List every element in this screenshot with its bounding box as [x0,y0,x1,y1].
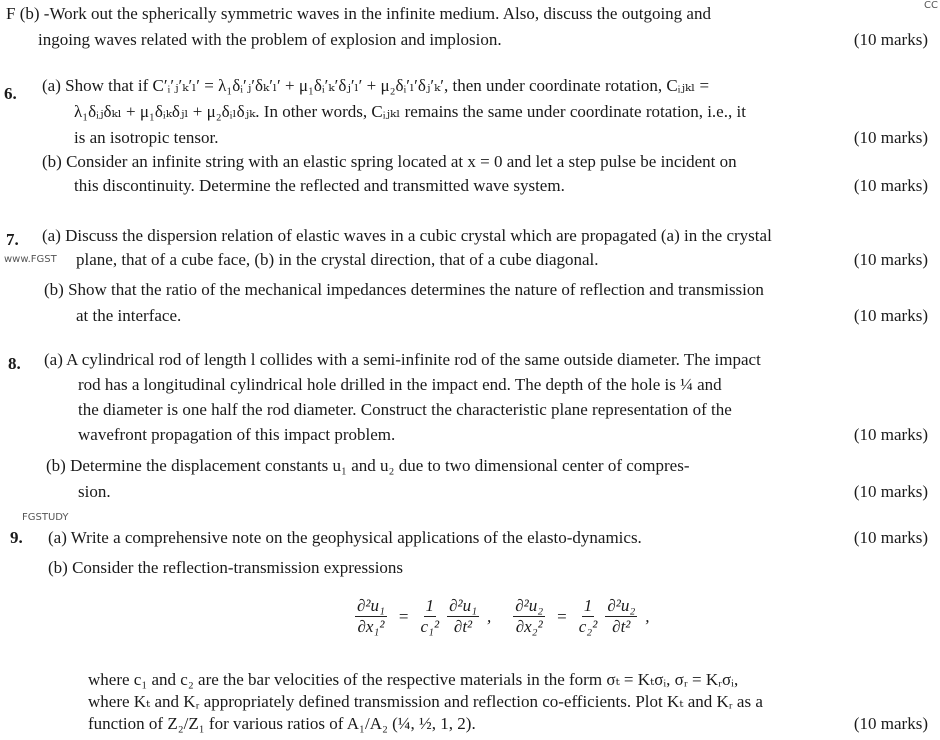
fraction [447,596,479,637]
watermark: www.FGST [4,254,57,265]
question-number: 6. [4,84,17,103]
marks: (10 marks) [853,30,928,49]
watermark: FGSTUDY [22,512,69,523]
marks: (10 marks) [853,128,928,147]
q6b-line: (b) Consider an infinite string with an elastic spring located at x = 0 and let a step pulse be incident on [42,152,737,171]
marks: (10 marks) [853,176,928,195]
separator: , [645,606,650,626]
marks: (10 marks) [853,714,928,733]
question-number: 7. [6,230,19,249]
marks: (10 marks) [853,482,928,501]
q6b-line: this discontinuity. Determine the reflected and transmitted wave system. [74,176,565,195]
numerator: 1 [425,596,435,615]
marks: (10 marks) [853,425,928,444]
q9b-line: where c₁ and c₂ are the bar velocities of the respective materials in the form σₜ = Kₜσᵢ, σᵣ = Kᵣσᵢ, [88,670,739,689]
fraction [355,596,387,637]
wave-equations [355,596,650,637]
denominator: c₂² [578,617,598,636]
q7a-line: (a) Discuss the dispersion relation of elastic waves in a cubic crystal which are propagated (a) in the crystal [42,226,772,245]
q7a-line: plane, that of a cube face, (b) in the crystal direction, that of a cube diagonal. [76,250,599,269]
marks: (10 marks) [853,250,928,269]
q7b-line: at the interface. [76,306,182,325]
q8b-line: sion. [78,482,111,501]
numerator: ∂²u₁ [357,596,385,615]
fraction [513,596,545,637]
q8a-line: the diameter is one half the rod diameter. Construct the characteristic plane representation of the [78,400,732,419]
q8b-line: (b) Determine the displacement constants u₁ and u₂ due to two dimensional center of compres- [46,456,690,475]
numerator: ∂²u₂ [607,596,636,615]
q8a-line: rod has a longitudinal cylindrical hole drilled in the impact end. The depth of the hole is ¼ and [78,375,722,394]
equals: = [557,606,567,626]
numerator: ∂²u₁ [449,596,477,615]
q8a-line: wavefront propagation of this impact problem. [78,425,396,444]
denominator: c₁² [420,617,440,636]
q6a-line: λ₁δᵢⱼδₖₗ + μ₁δᵢₖδⱼₗ + μ₂δᵢₗδⱼₖ. In other words, Cᵢⱼₖₗ remains the same under coordinate rotation, i.e., it [74,102,746,121]
question-number: 9. [10,528,23,547]
watermark: CC [924,0,938,11]
denominator: ∂t² [453,617,473,636]
numerator: ∂²u₂ [515,596,544,615]
q5b-line: ingoing waves related with the problem of explosion and implosion. [38,30,502,49]
equals: = [398,606,409,626]
q9b-line: where Kₜ and Kᵣ appropriately defined transmission and reflection co-efficients. Plot Kₜ and Kᵣ as a [88,692,763,711]
denominator: ∂x₁² [357,617,385,636]
numerator: 1 [583,596,593,615]
marks: (10 marks) [853,528,928,547]
separator: , [487,606,492,626]
question-number: 8. [8,354,21,373]
q7b-line: (b) Show that the ratio of the mechanical impedances determines the nature of reflection and transmission [44,280,764,299]
q9a-line: (a) Write a comprehensive note on the geophysical applications of the elasto-dynamics. [48,528,642,547]
q5b-line: F (b) -Work out the spherically symmetric waves in the infinite medium. Also, discuss the outgoing and [6,4,711,23]
fraction [421,596,440,637]
q9b-line: (b) Consider the reflection-transmission expressions [48,558,404,577]
marks: (10 marks) [853,306,928,325]
fraction [579,596,598,637]
q6a-line: (a) Show that if C′ᵢ′ⱼ′ₖ′ₗ′ = λ₁δᵢ′ⱼ′δₖ′ₗ′ + μ₁δᵢ′ₖ′δⱼ′ₗ′ + μ₂δᵢ′ₗ′δⱼ′ₖ′, then under coordinate rotation, Cᵢⱼₖₗ = [42,76,710,95]
q8a-line: (a) A cylindrical rod of length l collides with a semi-infinite rod of the same outside diameter. The impact [44,350,761,369]
fraction [605,596,637,637]
denominator: ∂t² [612,617,631,636]
q6a-line: is an isotropic tensor. [74,128,219,147]
denominator: ∂x₂² [515,617,543,636]
q9b-line: function of Z₂/Z₁ for various ratios of A₁/A₂ (¼, ½, 1, 2). [88,714,476,733]
